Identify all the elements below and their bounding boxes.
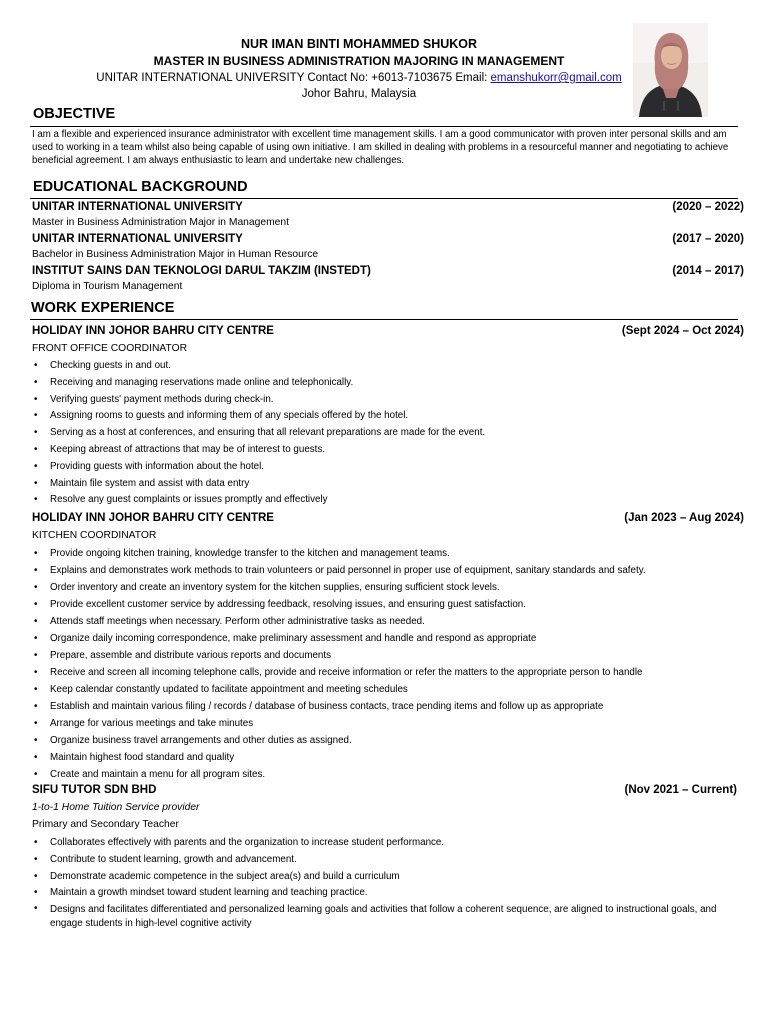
education-years: (2020 – 2022) [672, 201, 744, 213]
job-role: KITCHEN COORDINATOR [32, 530, 157, 541]
job-period: (Jan 2023 – Aug 2024) [624, 512, 744, 524]
list-item: • Serving as a host at conferences, and ensuring that all relevant preparations are made for the event. [32, 425, 748, 442]
list-item: • Receive and screen all incoming telephone calls, provide and receive information or refer the matters to the appropriate person to handle [32, 664, 748, 681]
education-entry [32, 200, 744, 215]
job-header [32, 511, 744, 526]
contact-text: UNITAR INTERNATIONAL UNIVERSITY Contact No: +6013-7103675 Email: [96, 72, 491, 84]
list-item: • Maintain file system and assist with data entry [32, 476, 748, 493]
list-item: • Resolve any guest complaints or issues promptly and effectively [32, 492, 748, 509]
education-program: Bachelor in Business Administration Major in Human Resource [32, 249, 319, 260]
list-item: • Organize daily incoming correspondence, make preliminary assessment and handle and respond as appropriate [32, 630, 748, 647]
objective-divider [30, 126, 738, 127]
job-period: (Nov 2021 – Current) [624, 784, 737, 796]
objective-text: I am a flexible and experienced insurance administrator with excellent time management skills. I am a good communicator with proven inter personal skills and am used to working in a team whilst also being capable of using own initiative. I am skilled in dealing with problems in a resourceful manner and negotiating to achieve beneficial agreement. I am always enthusiastic to learn and undertake new challenges. [32, 129, 729, 166]
list-item: • Verifying guests' payment methods during check-in. [32, 392, 748, 409]
job-role: Primary and Secondary Teacher [32, 819, 179, 830]
education-entry [32, 264, 744, 279]
company-name: SIFU TUTOR SDN BHD [32, 784, 157, 796]
list-item: • Maintain a growth mindset toward student learning and teaching practice. [32, 885, 748, 902]
objective-heading: OBJECTIVE [33, 106, 116, 122]
job-period: (Sept 2024 – Oct 2024) [621, 325, 744, 337]
company-name: HOLIDAY INN JOHOR BAHRU CITY CENTRE [32, 512, 274, 524]
education-program: Master in Business Administration Major in Management [32, 217, 289, 228]
list-item: • Create and maintain a menu for all program sites. [32, 766, 748, 783]
list-item: • Receiving and managing reservations made online and telephonically. [32, 375, 748, 392]
list-item: • Arrange for various meetings and take minutes [32, 715, 748, 732]
candidate-degree: MASTER IN BUSINESS ADMINISTRATION MAJORING IN MANAGEMENT [153, 54, 565, 68]
list-item: • Keep calendar constantly updated to facilitate appointment and meeting schedules [32, 681, 748, 698]
resume-header [20, 36, 698, 102]
list-item: • Contribute to student learning, growth and advancement. [32, 852, 748, 869]
list-item: • Demonstrate academic competence in the subject area(s) and build a curriculum [32, 869, 748, 886]
list-item: • Explains and demonstrates work methods to train volunteers or paid personnel in proper use of equipment, sanitary standards and safety. [32, 562, 748, 579]
list-item: • Maintain highest food standard and quality [32, 749, 748, 766]
list-item: • Attends staff meetings when necessary. Perform other administrative tasks as needed. [32, 613, 748, 630]
list-item: • Designs and facilitates differentiated and personalized learning goals and activities that follow a coherent sequence, are aligned to instructional goals, and engage students in high-level cognitive activity [32, 902, 748, 931]
education-years: (2017 – 2020) [672, 233, 744, 245]
profile-photo [633, 23, 708, 117]
list-item: • Provide excellent customer service by addressing feedback, resolving issues, and ensuring guest satisfaction. [32, 596, 748, 613]
job-tagline: 1-to-1 Home Tuition Service provider [32, 802, 200, 813]
list-item: • Checking guests in and out. [32, 358, 748, 375]
job-role: FRONT OFFICE COORDINATOR [32, 343, 188, 354]
list-item: • Establish and maintain various filing / records / database of business contacts, trace pending items and follow up as appropriate [32, 698, 748, 715]
candidate-name: NUR IMAN BINTI MOHAMMED SHUKOR [240, 37, 478, 51]
candidate-location: Johor Bahru, Malaysia [301, 88, 417, 100]
list-item: • Provide ongoing kitchen training, knowledge transfer to the kitchen and management teams. [32, 545, 748, 562]
list-item: • Assigning rooms to guests and informing them of any specials offered by the hotel. [32, 408, 748, 425]
education-years: (2014 – 2017) [672, 265, 744, 277]
education-divider [30, 198, 738, 199]
education-heading: EDUCATIONAL BACKGROUND [33, 179, 248, 195]
education-entry [32, 232, 744, 247]
education-program: Diploma in Tourism Management [32, 281, 183, 292]
school-name: INSTITUT SAINS DAN TEKNOLOGI DARUL TAKZIM (INSTEDT) [32, 265, 371, 277]
list-item: • Order inventory and create an inventory system for the kitchen supplies, ensuring sufficient stock levels. [32, 579, 748, 596]
job-header [32, 324, 744, 339]
job-duties-list [32, 835, 748, 931]
work-heading: WORK EXPERIENCE [31, 300, 175, 316]
job-duties-list [32, 358, 748, 509]
list-item: • Providing guests with information about the hotel. [32, 459, 748, 476]
work-divider [30, 319, 738, 320]
list-item: • Prepare, assemble and distribute various reports and documents [32, 647, 748, 664]
list-item: • Organize business travel arrangements and other duties as assigned. [32, 732, 748, 749]
contact-line [20, 70, 698, 86]
school-name: UNITAR INTERNATIONAL UNIVERSITY [32, 233, 243, 245]
school-name: UNITAR INTERNATIONAL UNIVERSITY [32, 201, 243, 213]
list-item: • Collaborates effectively with parents and the organization to increase student performance. [32, 835, 748, 852]
profile-photo-illustration [633, 23, 708, 117]
company-name: HOLIDAY INN JOHOR BAHRU CITY CENTRE [32, 325, 274, 337]
job-header [32, 783, 737, 798]
job-duties-list [32, 545, 748, 783]
list-item: • Keeping abreast of attractions that may be of interest to guests. [32, 442, 748, 459]
email-link[interactable]: emanshukorr@gmail.com [490, 72, 622, 84]
